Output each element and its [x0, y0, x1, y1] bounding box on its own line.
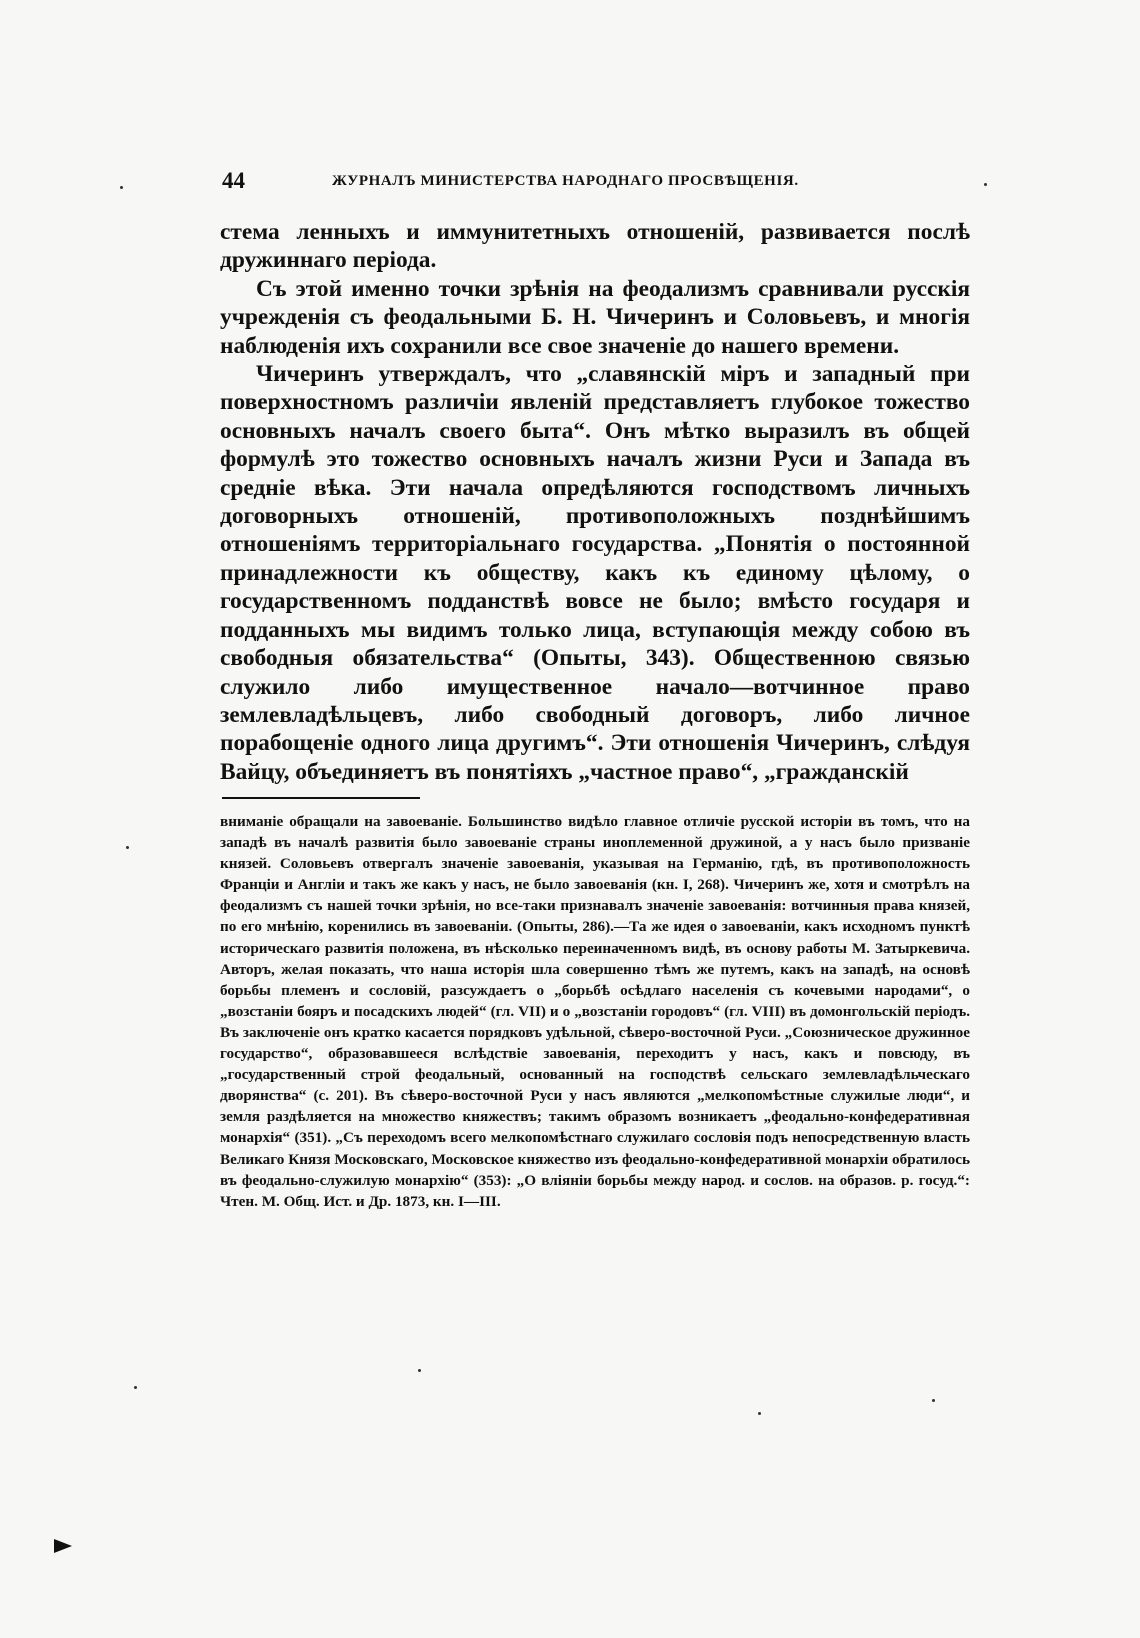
footnote-divider: [222, 797, 420, 799]
scan-corner-mark: [54, 1539, 72, 1553]
page-header: [222, 168, 962, 198]
scan-speck: [984, 183, 987, 186]
scan-speck: [120, 186, 123, 189]
scan-speck: [134, 1386, 137, 1389]
footnote: вниманіе обращали на завоеваніе. Большинство видѣло главное отличіе русской исторіи въ томъ, что на западѣ въ началѣ развитія было завоеваніе страны иноплеменной дружиной, а у насъ было призваніе князей. Соловьевъ отвергалъ значеніе завоеванія, указывая на Германію, гдѣ, въ противоположность Франціи и Англіи и такъ же какъ у насъ, не было завоеванія (кн. I, 268). Чичеринъ же, хотя и смотрѣлъ на феодализмъ съ нашей точки зрѣнія, но все-таки признавалъ значеніе завоеванія: вотчинныя права князей, по его мнѣнію, коренились въ завоеваніи. (Опыты, 286).—Та же идея о завоеваніи, какъ исходномъ пунктѣ историческаго развитія положена, въ нѣсколько переиначенномъ видѣ, въ основу работы М. Затыркевича. Авторъ, желая показать, что наша исторія шла совершенно тѣмъ же путемъ, какъ на западѣ, на основѣ борьбы племенъ и сословій, разсуждаетъ о „борьбѣ осѣдлаго населенія съ кочевыми народами“, о „возстаніи бояръ и посадскихъ людей“ (гл. VII) и о „возстаніи городовъ“ (гл. VIII) въ домонгольскій періодъ. Въ заключеніе онъ кратко касается порядковъ удѣльной, сѣверо-восточной Руси. „Союзническое дружинное государство“, образовавшееся вслѣдствіе завоеванія, переходитъ у насъ, какъ и повсюду, въ „государственный строй феодальный, основанный на господствѣ сельскаго землевладѣльческаго дворянства“ (с. 201). Въ сѣверо-восточной Руси у насъ являются „мелкопомѣстные служилые люди“, и земля раздѣляется на множество княжествъ; такимъ образомъ возникаетъ „феодально-конфедеративная монархія“ (351). „Съ переходомъ всего мелкопомѣстнаго служилаго сословія подъ непосредственную власть Великаго Князя Московскаго, Московское княжество изъ феодально-конфедеративной монархіи обратилось въ феодально-служилую монархію“ (353): „О вліяніи борьбы между народ. и сослов. на образов. р. госуд.“: Чтен. М. Общ. Ист. и Др. 1873, кн. I—III.: [220, 813, 970, 1210]
paragraph: Чичеринъ утверждалъ, что „славянскій міръ и западный при поверхностномъ различіи явленій представляетъ глубокое тожество основныхъ началъ своего быта“. Онъ мѣтко выразилъ въ общей формулѣ это тожество основныхъ началъ жизни Руси и Запада въ средніе вѣка. Эти начала опредѣляются господствомъ личныхъ договорныхъ отношеній, противоположныхъ позднѣйшимъ отношеніямъ территоріальнаго государства. „Понятія о постоянной принадлежности къ обществу, какъ къ единому цѣлому, о государственномъ подданствѣ вовсе не было; вмѣсто государя и подданныхъ мы видимъ только лица, вступающія между собою въ свободныя обязательства“ (Опыты, 343). Общественною связью служило либо имущественное начало—вотчинное право землевладѣльцевъ, либо свободный договоръ, либо личное порабощеніе одного лица другимъ“. Эти отношенія Чичеринъ, слѣдуя Вайцу, объединяетъ въ понятіяхъ „частное право“, „гражданскій: [220, 361, 970, 785]
scan-speck: [126, 846, 129, 849]
running-title: ЖУРНАЛЪ МИНИСТЕРСТВА НАРОДНАГО ПРОСВѢЩЕНІЯ.: [332, 173, 799, 189]
page-number: 44: [222, 168, 245, 193]
scan-speck: [758, 1412, 761, 1415]
paragraph: Съ этой именно точки зрѣнія на феодализмъ сравнивали русскія учрежденія съ феодальными Б. Н. Чичеринъ и Соловьевъ, и многія наблюденія ихъ сохранили все свое значеніе до нашего времени.: [220, 275, 970, 359]
paragraph: стема ленныхъ и иммунитетныхъ отношеній, развивается послѣ дружиннаго періода.: [220, 219, 970, 274]
scan-speck: [418, 1369, 421, 1372]
main-text: [220, 218, 970, 786]
scan-speck: [932, 1399, 935, 1402]
